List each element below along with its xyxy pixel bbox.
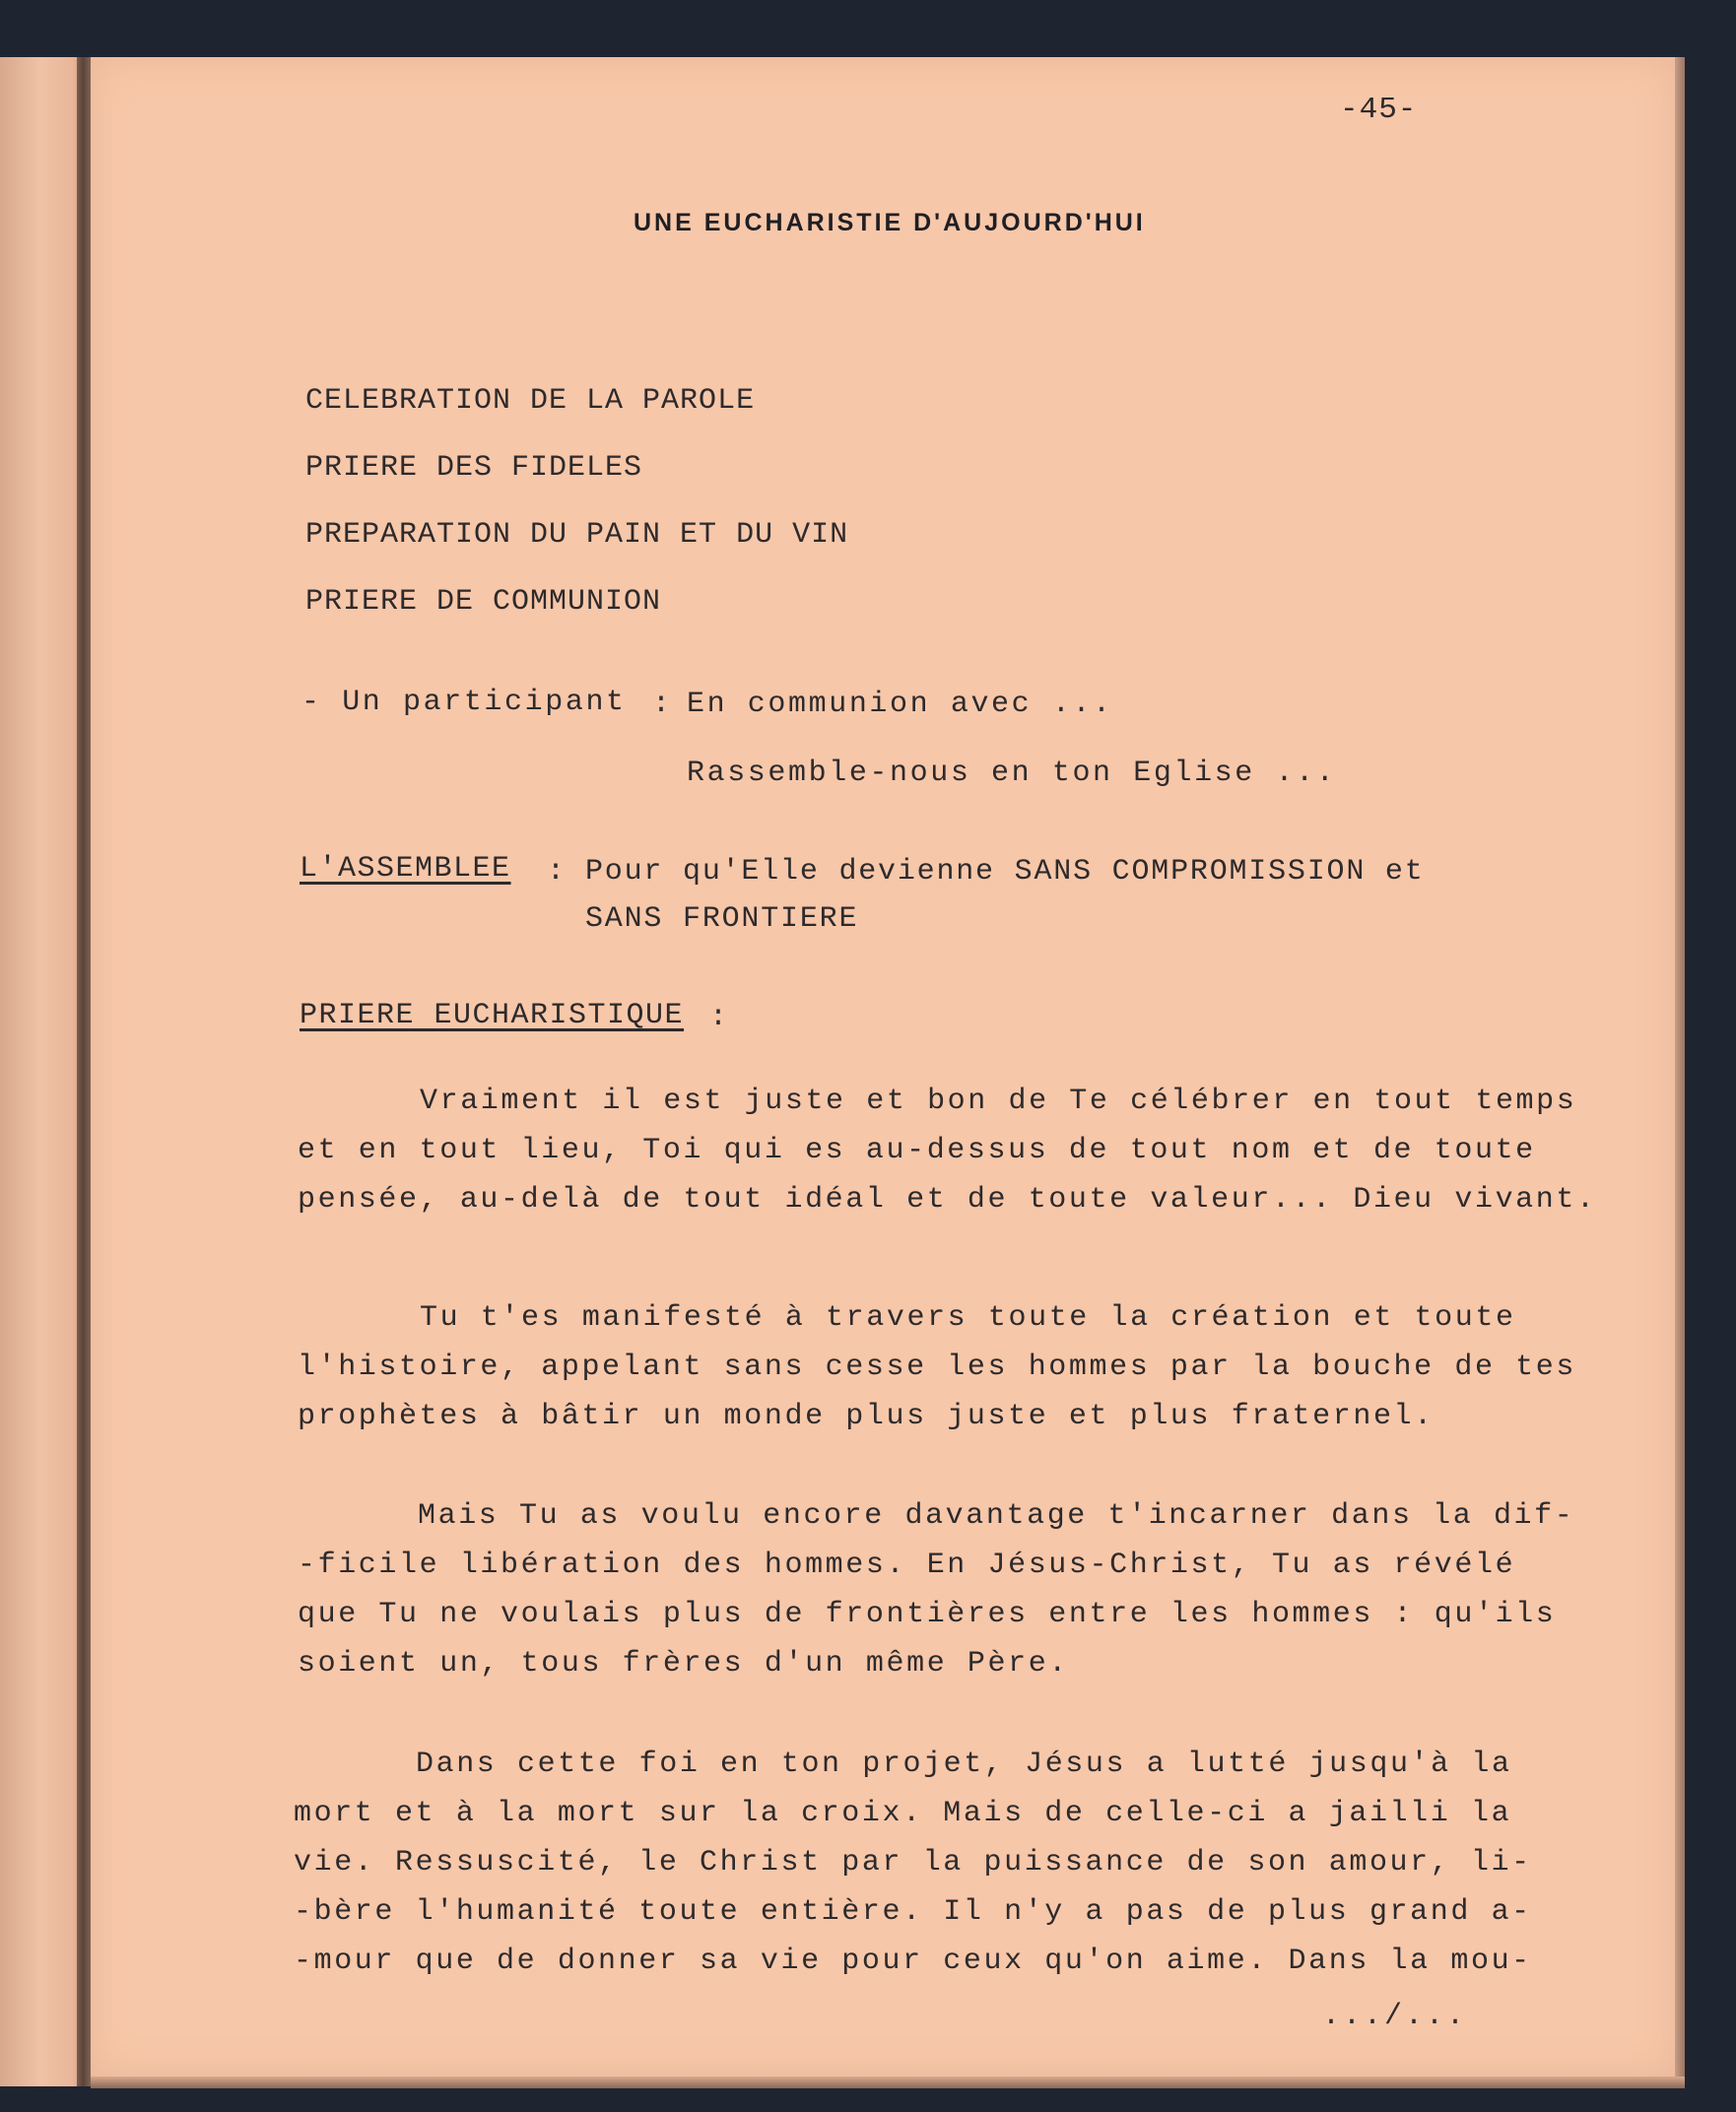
paragraph-line: -ficile libération des hommes. En Jésus-Christ, Tu as révélé bbox=[298, 1549, 1516, 1582]
continuation-mark: .../... bbox=[1322, 2000, 1468, 2033]
paragraph-line: prophètes à bâtir un monde plus juste et plus fraternel. bbox=[298, 1400, 1435, 1433]
section-item: PREPARATION DU PAIN ET DU VIN bbox=[305, 518, 849, 552]
assemblee-line: SANS FRONTIERE bbox=[585, 902, 859, 936]
assemblee-label: L'ASSEMBLEE bbox=[300, 852, 511, 886]
prayer-heading-colon: : bbox=[709, 1001, 729, 1034]
section-item: PRIERE DES FIDELES bbox=[305, 451, 643, 485]
paragraph-line: Vraiment il est juste et bon de Te célébrer en tout temps bbox=[420, 1085, 1577, 1118]
assemblee-line: Pour qu'Elle devienne SANS COMPROMISSION et bbox=[585, 855, 1425, 889]
paragraph-line: Dans cette foi en ton projet, Jésus a lutté jusqu'à la bbox=[416, 1748, 1512, 1781]
page-right-edge bbox=[1675, 57, 1685, 2077]
paragraph-line: soient un, tous frères d'un même Père. bbox=[298, 1647, 1069, 1681]
participant-line: Rassemble-nous en ton Eglise ... bbox=[687, 757, 1337, 790]
page-number: -45- bbox=[1340, 93, 1418, 127]
participant-separator: : bbox=[652, 688, 673, 721]
paragraph-line: Mais Tu as voulu encore davantage t'incarner dans la dif- bbox=[418, 1499, 1575, 1533]
prayer-heading: PRIERE EUCHARISTIQUE bbox=[300, 999, 685, 1032]
paragraph-line: vie. Ressuscité, le Christ par la puissance de son amour, li- bbox=[294, 1846, 1532, 1880]
paragraph-line: que Tu ne voulais plus de frontières entre les hommes : qu'ils bbox=[298, 1598, 1557, 1631]
page-title: UNE EUCHARISTIE D'AUJOURD'HUI bbox=[634, 209, 1146, 236]
paragraph-line: et en tout lieu, Toi qui es au-dessus de tout nom et de toute bbox=[298, 1134, 1536, 1167]
paragraph-line: Tu t'es manifesté à travers toute la création et toute bbox=[420, 1301, 1516, 1335]
assemblee-separator: : bbox=[547, 855, 567, 889]
participant-label: - Un participant bbox=[301, 686, 627, 719]
paragraph-line: mort et à la mort sur la croix. Mais de celle-ci a jailli la bbox=[294, 1797, 1512, 1830]
section-item: CELEBRATION DE LA PAROLE bbox=[305, 384, 756, 418]
section-item: PRIERE DE COMMUNION bbox=[305, 585, 662, 619]
paragraph-line: -mour que de donner sa vie pour ceux qu'on aime. Dans la mou- bbox=[294, 1945, 1532, 1978]
paragraph-line: l'histoire, appelant sans cesse les hommes par la bouche de tes bbox=[298, 1351, 1576, 1384]
paragraph-line: -bère l'humanité toute entière. Il n'y a pas de plus grand a- bbox=[294, 1895, 1532, 1929]
participant-line: En communion avec ... bbox=[687, 688, 1113, 721]
paragraph-line: pensée, au-delà de tout idéal et de toute valeur... Dieu vivant. bbox=[298, 1183, 1597, 1217]
page-bottom-edge bbox=[91, 2077, 1685, 2088]
